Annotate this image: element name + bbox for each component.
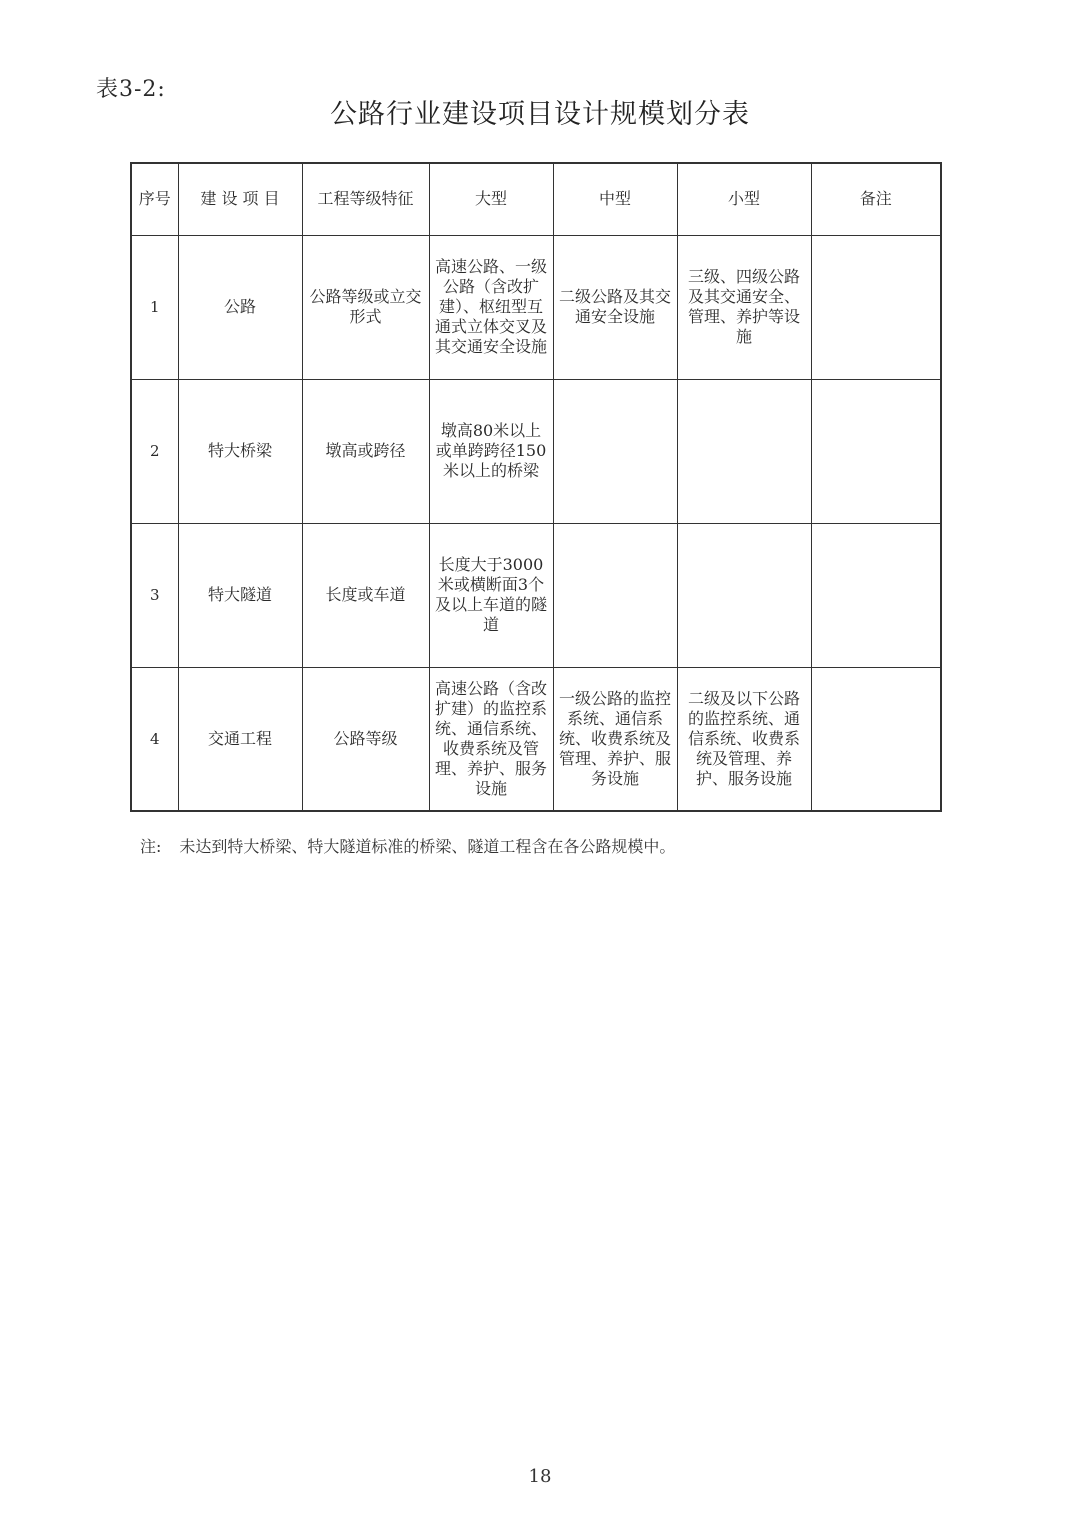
row-medium bbox=[553, 523, 677, 667]
table-row bbox=[131, 667, 941, 811]
table-label: 表3-2: bbox=[96, 77, 166, 102]
row-project: 交通工程 bbox=[178, 667, 302, 811]
row-remarks bbox=[811, 523, 941, 667]
row-medium: 二级公路及其交通安全设施 bbox=[553, 235, 677, 379]
table-row bbox=[131, 235, 941, 379]
row-grade-feature: 墩高或跨径 bbox=[302, 379, 429, 523]
table-row bbox=[131, 523, 941, 667]
row-medium bbox=[553, 379, 677, 523]
row-project: 特大隧道 bbox=[178, 523, 302, 667]
design-scale-table bbox=[130, 162, 942, 812]
row-index: 2 bbox=[131, 379, 178, 523]
header-large: 大型 bbox=[429, 163, 553, 235]
row-remarks bbox=[811, 379, 941, 523]
page-title: 公路行业建设项目设计规模划分表 bbox=[330, 99, 750, 130]
table-row bbox=[131, 379, 941, 523]
row-large: 墩高80米以上或单跨跨径150米以上的桥梁 bbox=[429, 379, 553, 523]
table-note bbox=[140, 834, 675, 857]
row-project: 特大桥梁 bbox=[178, 379, 302, 523]
table-header-row bbox=[131, 163, 941, 235]
header-project: 建 设 项 目 bbox=[178, 163, 302, 235]
header-grade-feature: 工程等级特征 bbox=[302, 163, 429, 235]
row-large: 高速公路、一级公路（含改扩建）、枢纽型互通式立体交叉及其交通安全设施 bbox=[429, 235, 553, 379]
row-project: 公路 bbox=[178, 235, 302, 379]
row-grade-feature: 长度或车道 bbox=[302, 523, 429, 667]
row-index: 3 bbox=[131, 523, 178, 667]
note-label: 注: bbox=[140, 837, 162, 856]
row-small bbox=[677, 523, 811, 667]
row-large: 长度大于3000米或横断面3个及以上车道的隧道 bbox=[429, 523, 553, 667]
header-medium: 中型 bbox=[553, 163, 677, 235]
row-small: 三级、四级公路及其交通安全、管理、养护等设施 bbox=[677, 235, 811, 379]
row-grade-feature: 公路等级 bbox=[302, 667, 429, 811]
row-remarks bbox=[811, 667, 941, 811]
row-small: 二级及以下公路的监控系统、通信系统、收费系统及管理、养护、服务设施 bbox=[677, 667, 811, 811]
note-text: 未达到特大桥梁、特大隧道标准的桥梁、隧道工程含在各公路规模中。 bbox=[179, 837, 676, 856]
row-medium: 一级公路的监控系统、通信系统、收费系统及管理、养护、服务设施 bbox=[553, 667, 677, 811]
row-large: 高速公路（含改扩建）的监控系统、通信系统、收费系统及管理、养护、服务设施 bbox=[429, 667, 553, 811]
row-index: 1 bbox=[131, 235, 178, 379]
row-remarks bbox=[811, 235, 941, 379]
row-grade-feature: 公路等级或立交形式 bbox=[302, 235, 429, 379]
header-index: 序号 bbox=[131, 163, 178, 235]
header-small: 小型 bbox=[677, 163, 811, 235]
header-remarks: 备注 bbox=[811, 163, 941, 235]
row-small bbox=[677, 379, 811, 523]
page-number: 18 bbox=[528, 1466, 552, 1487]
row-index: 4 bbox=[131, 667, 178, 811]
